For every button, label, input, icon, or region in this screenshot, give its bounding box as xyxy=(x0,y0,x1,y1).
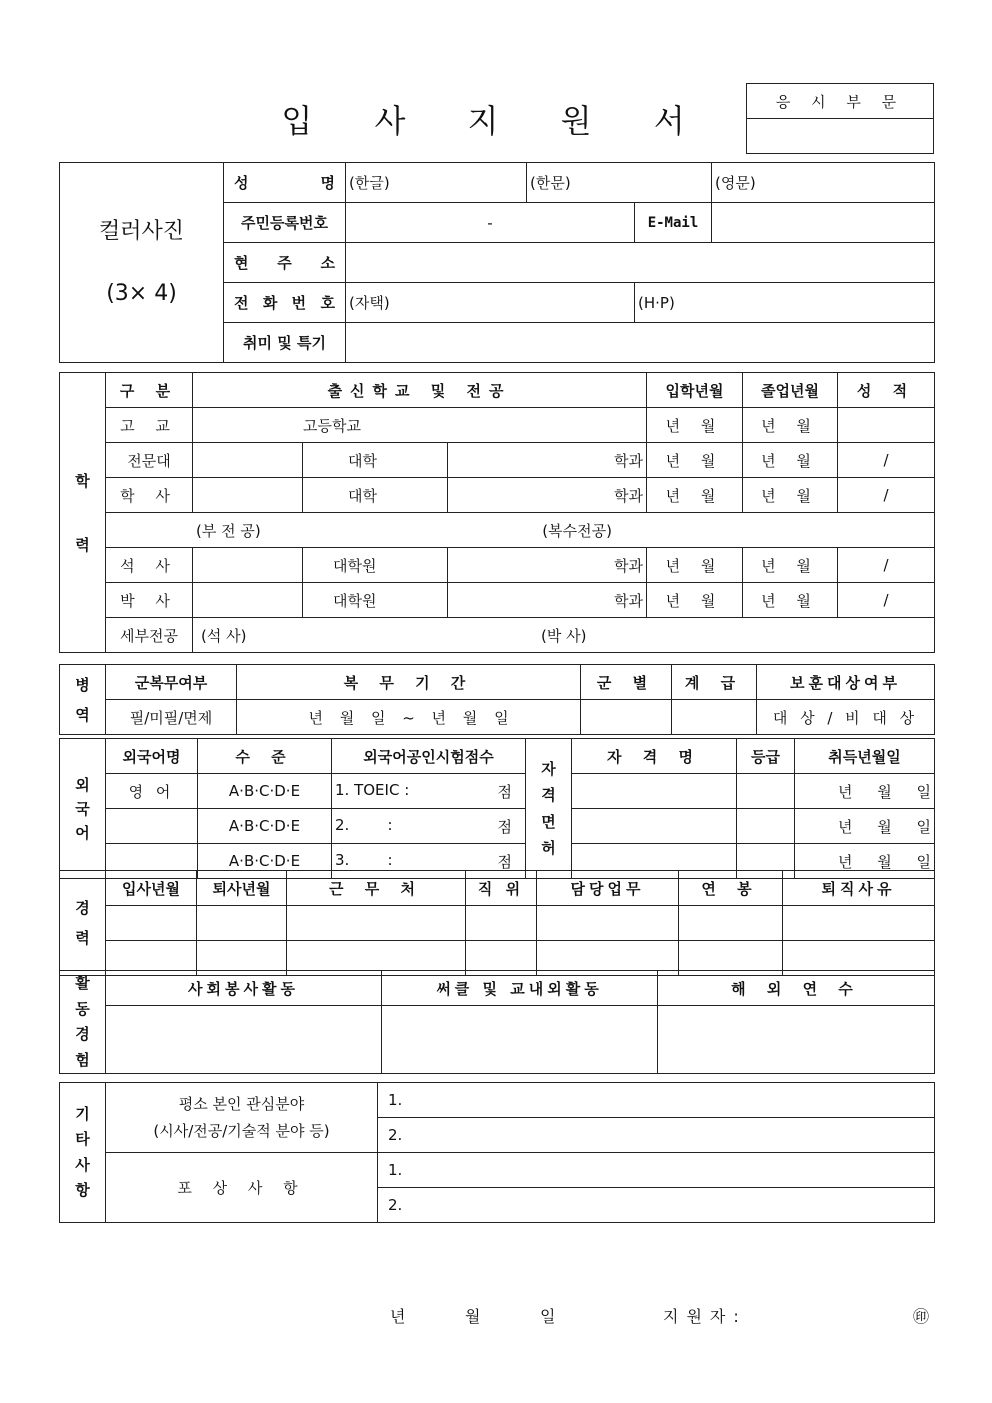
edu-type: 학 사 xyxy=(106,478,193,513)
lang-level-field[interactable]: A·B·C·D·E xyxy=(198,809,332,844)
career-header-company: 근 무 처 xyxy=(287,871,466,906)
lang-score-field[interactable]: 2. : 점 xyxy=(332,809,526,844)
edu-row-master xyxy=(60,548,935,583)
sign-month: 월 xyxy=(465,1307,481,1326)
lang-name-field[interactable]: 영 어 xyxy=(106,774,198,809)
double-major-field[interactable]: (복수전공) xyxy=(542,521,612,540)
edu-graduation-field[interactable]: 년 월 xyxy=(743,548,838,583)
mil-status-field[interactable]: 필/미필/면제 xyxy=(106,700,237,735)
name-english-field[interactable]: (영문) xyxy=(712,163,935,203)
edu-row-phd xyxy=(60,583,935,618)
language-side-label: 외 국 어 xyxy=(60,739,106,879)
license-name-field[interactable] xyxy=(572,774,737,809)
award-line-1[interactable]: 1. xyxy=(378,1153,935,1188)
photo-area[interactable] xyxy=(60,163,224,363)
interest-line-2[interactable]: 2. xyxy=(378,1118,935,1153)
edu-type: 박 사 xyxy=(106,583,193,618)
personal-info-table xyxy=(59,162,935,363)
career-header-reason: 퇴직사유 xyxy=(783,871,935,906)
activity-volunteer-field[interactable] xyxy=(106,1006,382,1074)
career-side-label: 경 력 xyxy=(60,871,106,976)
edu-header-graduation: 졸업년월 xyxy=(743,373,838,408)
edu-row-bachelor xyxy=(60,478,935,513)
career-header-join: 입사년월 xyxy=(106,871,197,906)
career-header-salary: 연 봉 xyxy=(679,871,783,906)
edu-row-college xyxy=(60,443,935,478)
edu-grade-field[interactable]: / xyxy=(838,583,935,618)
lang-name-field[interactable] xyxy=(106,809,198,844)
language-license-table xyxy=(59,738,935,879)
phone-mobile-field[interactable]: (H·P) xyxy=(635,283,935,323)
activity-circle-field[interactable] xyxy=(382,1006,658,1074)
education-table xyxy=(59,372,935,653)
edu-graduation-field[interactable]: 년 월 xyxy=(743,443,838,478)
rrn-label: 주민등록번호 xyxy=(224,203,346,243)
license-header-grade: 등급 xyxy=(737,739,795,774)
photo-label: 컬러사진 xyxy=(98,218,184,244)
career-reason-field[interactable] xyxy=(783,906,935,941)
military-side-label: 병 역 xyxy=(60,665,106,735)
edu-school-field[interactable] xyxy=(193,548,303,583)
mil-header-rank: 계 급 xyxy=(672,665,757,700)
lang-score-field[interactable]: 1. TOEIC : 점 xyxy=(332,774,526,809)
sign-year: 년 xyxy=(390,1307,406,1326)
mil-veteran-field[interactable]: 대 상 / 비 대 상 xyxy=(757,700,935,735)
edu-row-minor xyxy=(60,513,935,548)
edu-entry-field[interactable]: 년 월 xyxy=(647,478,743,513)
edu-entry-field[interactable]: 년 월 xyxy=(647,583,743,618)
career-table xyxy=(59,870,935,976)
career-company-field[interactable] xyxy=(287,906,466,941)
edu-school-field[interactable]: 고등학교 xyxy=(193,408,647,443)
photo-size: (3× 4) xyxy=(106,280,177,306)
edu-header-type: 구 분 xyxy=(106,373,193,408)
apply-division-field[interactable] xyxy=(747,119,934,154)
lang-level-field[interactable]: A·B·C·D·E xyxy=(198,844,332,879)
edu-minor-row[interactable] xyxy=(106,513,935,548)
edu-detail-label: 세부전공 xyxy=(106,618,193,653)
edu-college-field[interactable]: 대학 xyxy=(303,478,448,513)
lang-header-level: 수 준 xyxy=(198,739,332,774)
lang-header-name: 외국어명 xyxy=(106,739,198,774)
award-label: 포 상 사 항 xyxy=(106,1153,378,1223)
mil-branch-field[interactable] xyxy=(581,700,672,735)
seal-mark: ㊞ xyxy=(913,1307,930,1326)
license-grade-field[interactable] xyxy=(737,774,795,809)
email-label: E-Mail xyxy=(635,203,712,243)
edu-entry-field[interactable]: 년 월 xyxy=(647,443,743,478)
edu-dept-field[interactable]: 학과 xyxy=(448,583,647,618)
license-date-field[interactable]: 년 월 일 xyxy=(795,809,935,844)
mil-header-branch: 군 별 xyxy=(581,665,672,700)
address-label: 현 주 소 xyxy=(224,243,346,283)
career-position-field[interactable] xyxy=(466,906,537,941)
career-duty-field[interactable] xyxy=(537,906,679,941)
detail-phd-field[interactable]: (박 사) xyxy=(541,626,587,645)
license-date-field[interactable]: 년 월 일 xyxy=(795,774,935,809)
edu-graduate-school-field[interactable]: 대학원 xyxy=(303,583,448,618)
activity-header-circle: 써클 및 교내외활동 xyxy=(382,971,658,1006)
lang-score-field[interactable]: 3. : 점 xyxy=(332,844,526,879)
sign-day: 일 xyxy=(540,1307,556,1326)
license-date-field[interactable]: 년 월 일 xyxy=(795,844,935,879)
hobby-label: 취미 및 특기 xyxy=(224,323,346,363)
edu-header-school: 출신학교 및 전공 xyxy=(193,373,647,408)
applicant-label: 지원자: xyxy=(663,1307,747,1326)
edu-school-field[interactable] xyxy=(193,443,303,478)
edu-grade-field[interactable] xyxy=(838,408,935,443)
edu-graduate-school-field[interactable]: 대학원 xyxy=(303,548,448,583)
education-side-label: 학 력 xyxy=(60,373,106,653)
minor-field[interactable]: (부 전 공) xyxy=(196,521,261,540)
edu-graduation-field[interactable]: 년 월 xyxy=(743,478,838,513)
edu-graduation-field[interactable]: 년 월 xyxy=(743,583,838,618)
activities-side-label: 활 동 경 험 xyxy=(60,971,106,1074)
edu-type: 석 사 xyxy=(106,548,193,583)
detail-master-field[interactable]: (석 사) xyxy=(201,626,247,645)
license-header-name: 자 격 명 xyxy=(572,739,737,774)
mil-header-veteran: 보훈대상여부 xyxy=(757,665,935,700)
phone-label: 전 화 번 호 xyxy=(224,283,346,323)
mil-period-field[interactable]: 년 월 일 ~ 년 월 일 xyxy=(237,700,581,735)
activity-overseas-field[interactable] xyxy=(658,1006,935,1074)
mil-header-status: 군복무여부 xyxy=(106,665,237,700)
edu-college-field[interactable]: 대학 xyxy=(303,443,448,478)
career-join-field[interactable] xyxy=(106,906,197,941)
license-name-field[interactable] xyxy=(572,809,737,844)
edu-row-highschool xyxy=(60,408,935,443)
edu-grade-field[interactable]: / xyxy=(838,548,935,583)
license-header-date: 취득년월일 xyxy=(795,739,935,774)
edu-dept-field[interactable]: 학과 xyxy=(448,443,647,478)
edu-type: 고 교 xyxy=(106,408,193,443)
activity-header-overseas: 해 외 연 수 xyxy=(658,971,935,1006)
edu-graduation-field[interactable]: 년 월 xyxy=(743,408,838,443)
edu-school-field[interactable] xyxy=(193,478,303,513)
edu-entry-field[interactable]: 년 월 xyxy=(647,548,743,583)
license-grade-field[interactable] xyxy=(737,809,795,844)
military-table xyxy=(59,664,935,735)
interest-label: 평소 본인 관심분야 (시사/전공/기술적 분야 등) xyxy=(106,1083,378,1153)
etc-side-label: 기 타 사 항 xyxy=(60,1083,106,1223)
address-field[interactable] xyxy=(346,243,935,283)
email-field[interactable] xyxy=(712,203,935,243)
hobby-field[interactable] xyxy=(346,323,935,363)
edu-header-grade: 성 적 xyxy=(838,373,935,408)
edu-entry-field[interactable]: 년 월 xyxy=(647,408,743,443)
lang-level-field[interactable]: A·B·C·D·E xyxy=(198,774,332,809)
edu-school-field[interactable] xyxy=(193,583,303,618)
edu-grade-field[interactable]: / xyxy=(838,443,935,478)
apply-division-label: 응 시 부 문 xyxy=(747,84,934,119)
apply-division-box xyxy=(746,83,934,154)
activity-header-volunteer: 사회봉사활동 xyxy=(106,971,382,1006)
rrn-field[interactable]: - xyxy=(346,203,635,243)
edu-type: 전문대 xyxy=(106,443,193,478)
activities-table xyxy=(59,970,935,1074)
career-header-duty: 담당업무 xyxy=(537,871,679,906)
name-label: 성 명 xyxy=(224,163,346,203)
edu-detail-row[interactable] xyxy=(193,618,935,653)
award-line-2[interactable]: 2. xyxy=(378,1188,935,1223)
edu-header-entry: 입학년월 xyxy=(647,373,743,408)
license-side-label: 자 격 면 허 xyxy=(526,739,572,879)
interest-line-1[interactable]: 1. xyxy=(378,1083,935,1118)
mil-rank-field[interactable] xyxy=(672,700,757,735)
mil-header-period: 복 무 기 간 xyxy=(237,665,581,700)
edu-grade-field[interactable]: / xyxy=(838,478,935,513)
career-header-leave: 퇴사년월 xyxy=(197,871,287,906)
form-title: 입 사 지 원 서 xyxy=(281,102,711,140)
name-korean-field[interactable]: (한글) xyxy=(346,163,527,203)
career-header-position: 직 위 xyxy=(466,871,537,906)
name-hanja-field[interactable]: (한문) xyxy=(527,163,712,203)
etc-table xyxy=(59,1082,935,1223)
career-salary-field[interactable] xyxy=(679,906,783,941)
edu-dept-field[interactable]: 학과 xyxy=(448,548,647,583)
edu-row-detail xyxy=(60,618,935,653)
lang-header-score: 외국어공인시험점수 xyxy=(332,739,526,774)
career-leave-field[interactable] xyxy=(197,906,287,941)
edu-dept-field[interactable]: 학과 xyxy=(448,478,647,513)
phone-home-field[interactable]: (자택) xyxy=(346,283,635,323)
